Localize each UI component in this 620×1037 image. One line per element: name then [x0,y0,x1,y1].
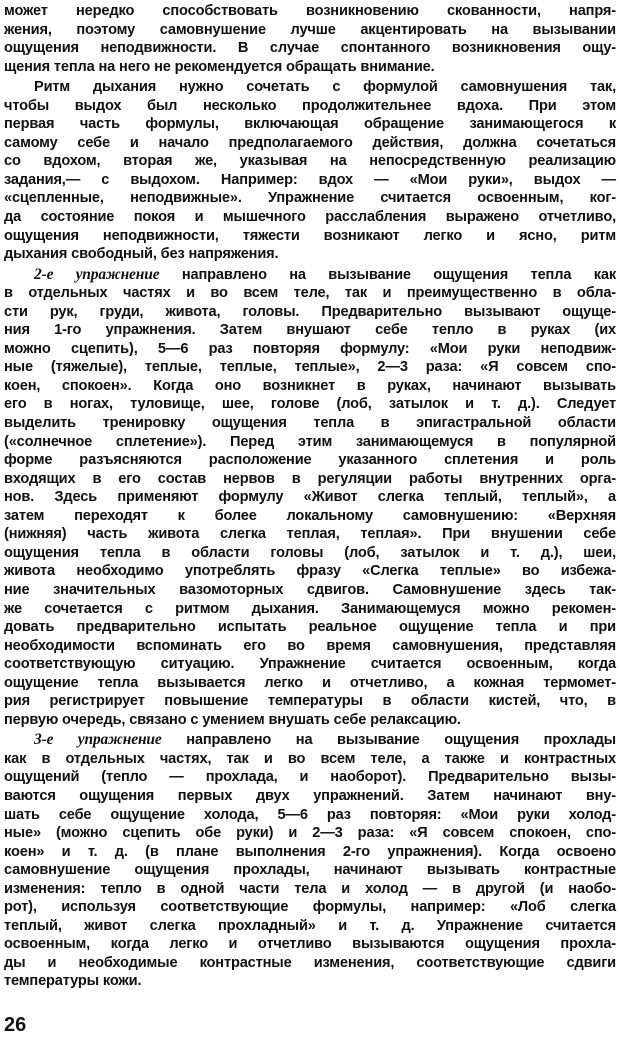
text-line: ощущения неподвижности. В случае спонтанного возникновения ощу- [4,40,616,57]
text-line: теплый, живот слегка прохладный» и т. д. Упражнение считается [4,917,616,934]
text-line: может нередко способствовать возникновению скованности, напря- [4,3,616,19]
text-line: живота необходимо употреблять фразу «Слегка теплые» во избежа- [4,563,616,580]
text-line: затем переходят к более локальному самовнушению: «Верхняя [4,507,616,524]
text-line: же сочетается с ритмом дыхания. Занимающемуся можно рекомен- [4,600,616,617]
text-line-rest: направлено на вызывание ощущения прохлады [161,732,616,749]
text-line: изменения: тепло в одной части тела и холод — в другой (и наобо- [4,880,616,897]
text-line: коен, спокоен». Когда оно возникнет в руках, начинают вызывать [4,377,616,394]
text-line: шать себе ощущение холода, 5—6 раз повторяя: «Мои руки холод- [4,806,616,823]
text-line: чтобы выдох был несколько продолжительнее вдоха. При этом [4,97,616,114]
text-line: рия регистрирует повышение температуры в области кистей, что, в [4,693,616,710]
text-line: ощущения неподвижности, тяжести возникают легко и ясно, ритм [4,227,616,244]
text-line: коен» и т. д. (в плане выполнения 2-го упражнения). Когда освоено [4,843,616,860]
text-line: со вдохом, вторая же, указывая на непосредственную реализацию [4,153,616,170]
text-line: освоенным, когда легко и отчетливо вызываются ощущения прохла- [4,936,616,953]
text-line: ние значительных вазомоторных сдвигов. Самовнушение здесь так- [4,581,616,598]
text-line: его в ногах, туловище, шее, голове (лоб, затылок и т. д.). Следует [4,396,616,413]
paragraph [4,2,616,76]
text-line: довать предварительно испытать реальное ощущение тепла и при [4,619,616,636]
text-line: можно сцепить), 5—6 раз повторяя формулу: «Мои руки неподвиж- [4,340,616,357]
text-line [4,731,616,750]
text-line: сти рук, груди, живота, головы. Предварительно вызывают ощуще- [4,303,616,320]
paragraph [4,266,616,730]
text-line: жения, поэтому самовнушение лучше акцентировать на вызывании [4,21,616,38]
text-line: ощущений (тепло — прохлада, и наоборот). Предварительно вызы- [4,769,616,786]
text-line: как в отдельных частях, так и во всем теле, а также и контрастных [4,750,616,767]
text-line: Ритм дыхания нужно сочетать с формулой самовнушения так, [34,79,616,96]
exercise-heading: 2-е упражнение [34,265,160,283]
page-number: 26 [4,1014,27,1036]
page-body [4,2,616,991]
text-line: форме разъясняются расположение указанного сплетения и роль [4,452,616,469]
text-line: в отдельных частях и во всем теле, так и преимущественно в обла- [4,285,616,302]
text-line: нов. Здесь применяют формулу «Живот слегка теплый, теплый», а [4,489,616,506]
text-line: ды и необходимые контрастные изменения, соответствующие сдвиги [4,954,616,971]
text-line: да состояние покоя и мышечного расслабления выражено отчетливо, [4,209,616,226]
exercise-heading: 3-е упражнение [34,731,162,749]
text-line [4,266,616,285]
text-line: ощущение тепла вызывается легко и отчетливо, а кожная термомет- [4,674,616,691]
paragraph [4,78,616,263]
text-line: ваются ощущения первых двух упражнений. Затем начинают вну- [4,787,616,804]
text-line: («солнечное сплетение»). Перед этим занимающемуся в популярной [4,433,616,450]
text-line: рот), используя соответствующие формулы, например: «Лоб слегка [4,899,616,916]
text-line: дыхания свободный, без напряжения. [4,246,279,263]
text-line: ния 1-го упражнения. Затем внушают себе тепло в руках (их [4,322,616,339]
text-line: задания,— с выдохом. Например: вдох — «Мои руки», выдох — [4,171,616,188]
text-line: температуры кожи. [4,973,142,990]
text-line: ные (тяжелые), теплые, теплые, теплые», 2—3 раза: «Я совсем спо- [4,359,616,376]
text-line: соответствующую ситуацию. Упражнение считается освоенным, когда [4,656,616,673]
text-line: входящих в его состав нервов в регуляции работы внутренних орга- [4,470,616,487]
text-line: щения тепла на него не рекомендуется обращать внимание. [4,58,435,75]
text-line: самому себе и начало предполагаемого действия, должна сочетаться [4,134,616,151]
text-line: выделить тренировку ощущения тепла в эпигастральной области [4,415,616,432]
text-line: ные» (можно сцепить обе руки) и 2—3 раза: «Я совсем спокоен, спо- [4,825,616,842]
text-line: «сцепленные, неподвижные». Упражнение считается освоенным, ког- [4,190,616,207]
text-line-rest: направлено на вызывание ощущения тепла как [159,266,616,283]
text-line: необходимости вспоминать его во время самовнушения, представляя [4,637,616,654]
paragraph [4,731,616,991]
text-line: самовнушение ощущения прохлады, начинают вызывать контрастные [4,862,616,879]
text-line: (нижняя) часть живота слегка теплая, теплая». При внушении себе [4,526,616,543]
text-line: первая часть формулы, включающая обращение занимающегося к [4,116,616,133]
text-line: ощущения тепла в области головы (лоб, затылок и т. д.), шеи, [4,544,616,561]
text-line: первую очередь, связано с умением внушать себе релаксацию. [4,711,461,728]
